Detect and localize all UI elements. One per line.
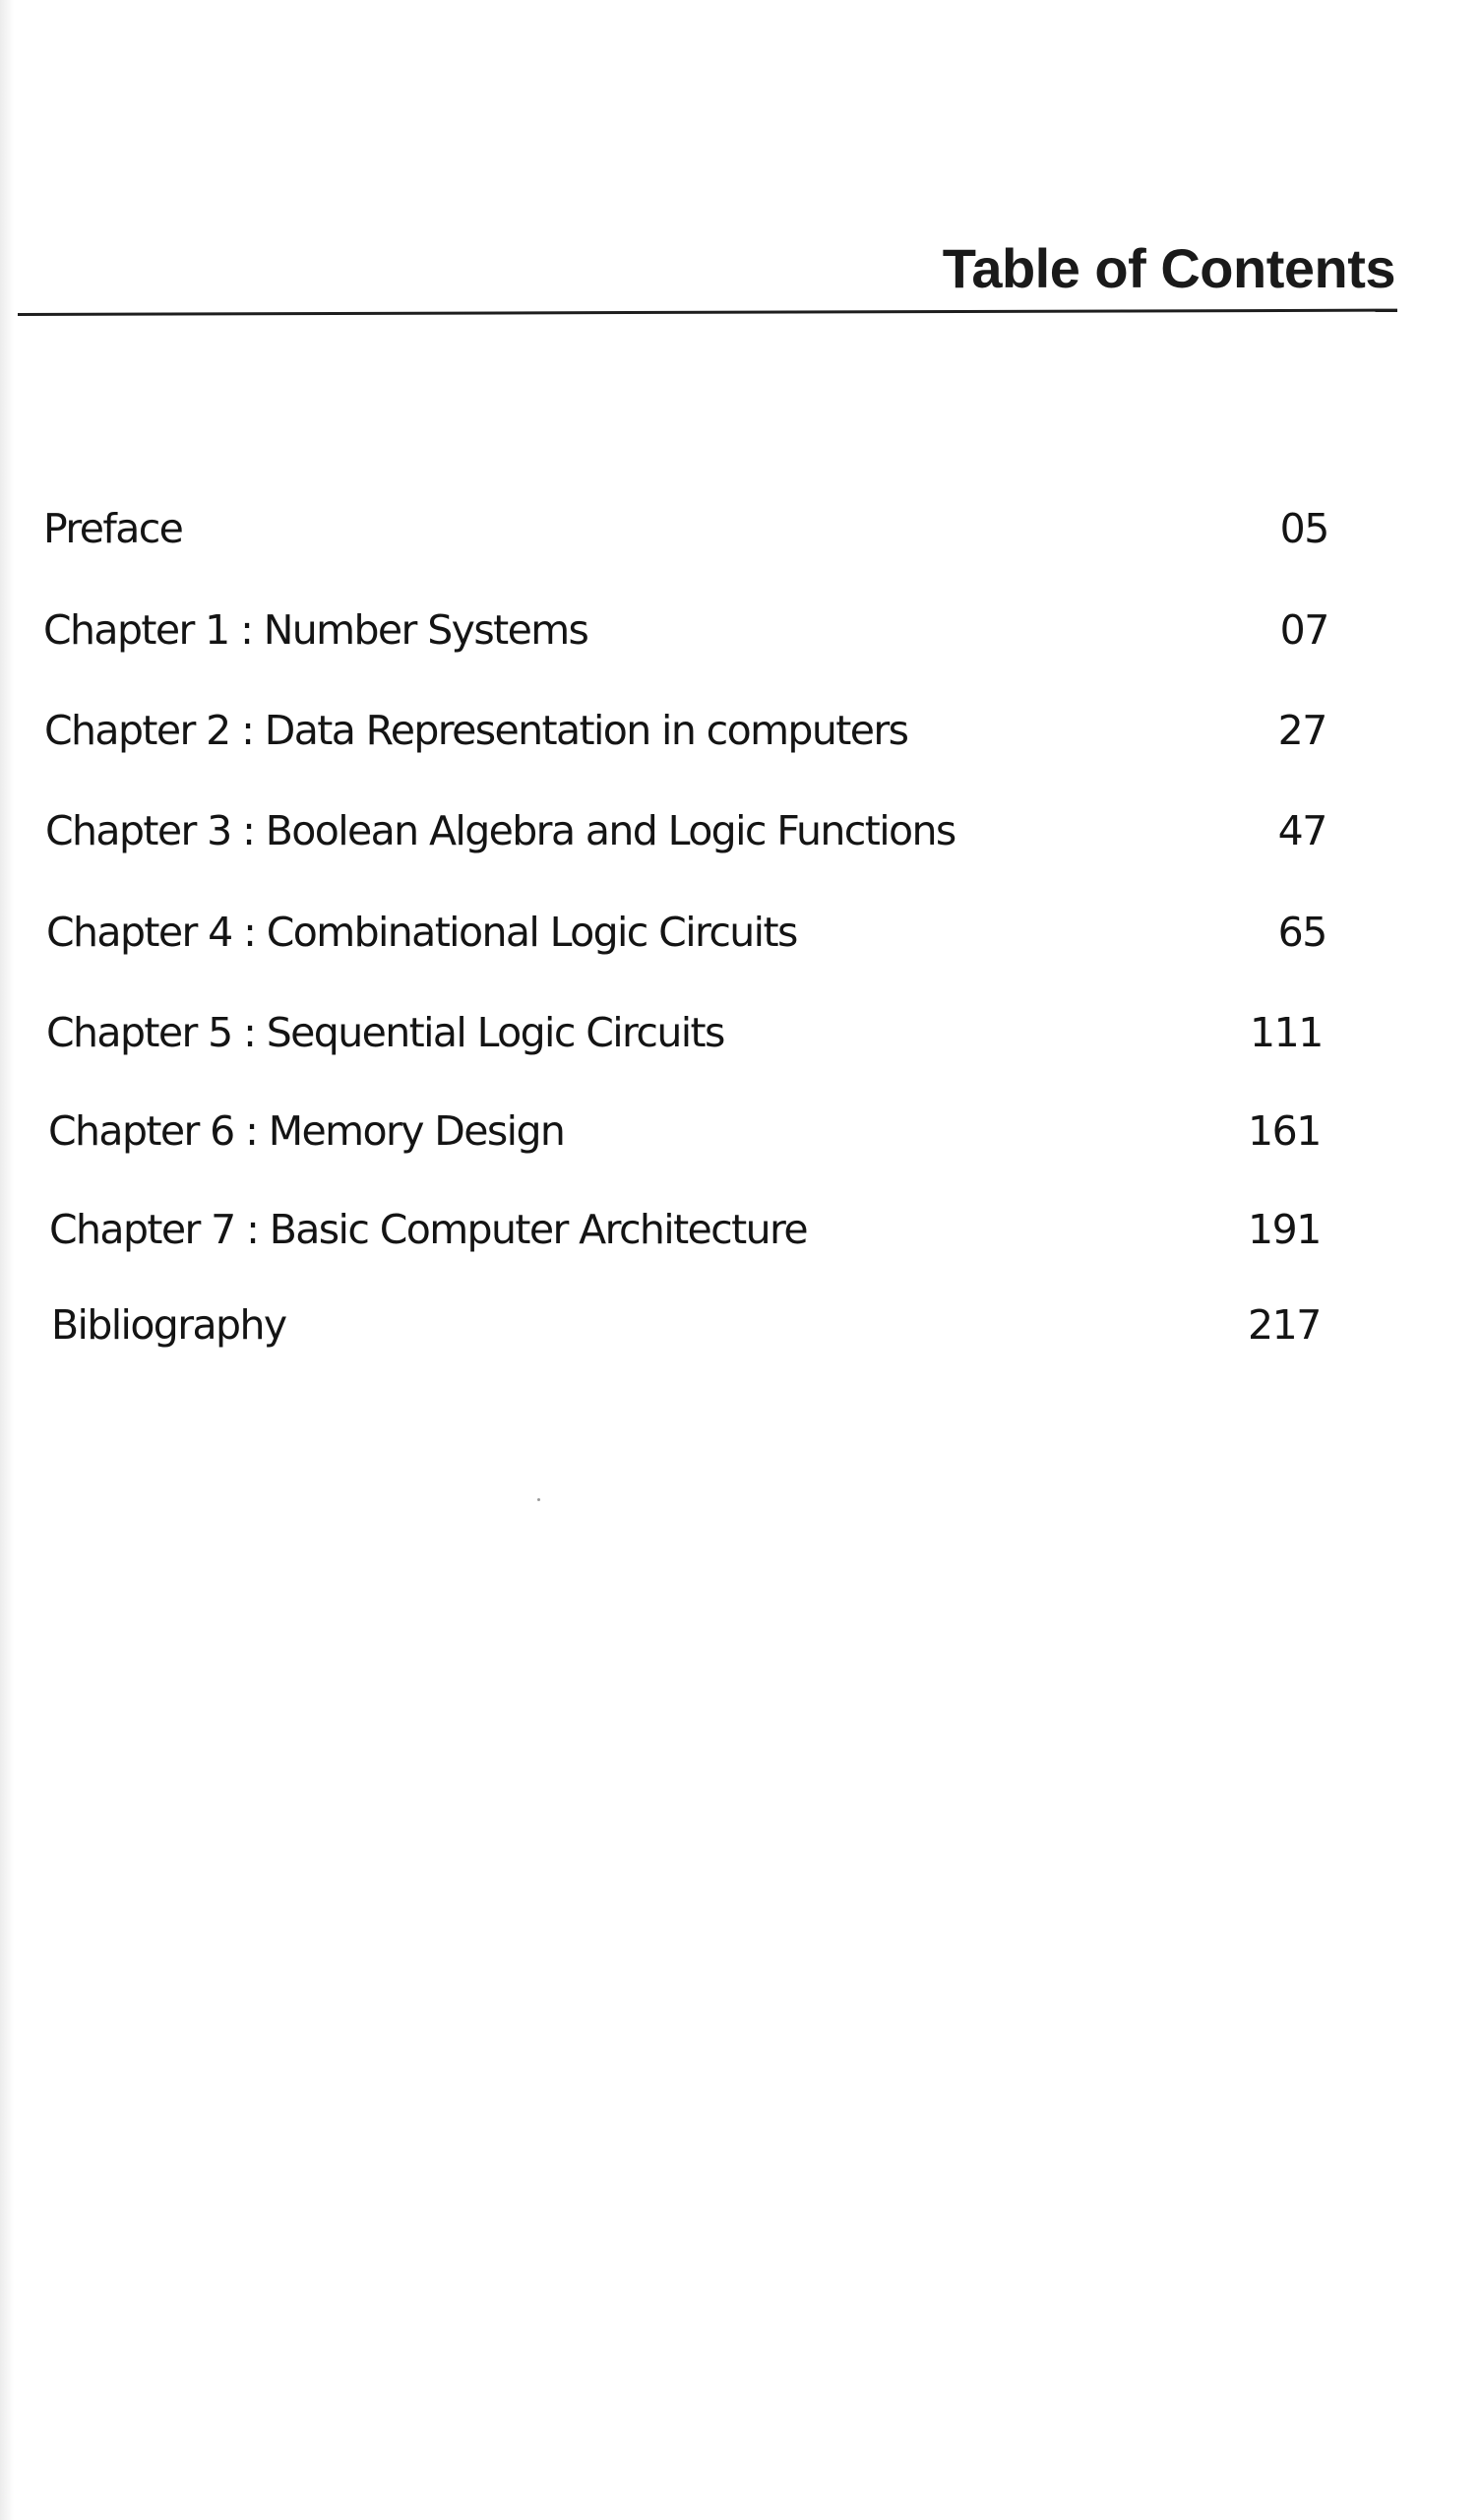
toc-entry-title: Chapter 3 : Boolean Algebra and Logic Functions — [45, 807, 956, 854]
paper-speck — [537, 1498, 540, 1501]
toc-entry-chapter-4 — [0, 909, 1480, 977]
toc-entry-title: Chapter 4 : Combinational Logic Circuits — [46, 909, 797, 956]
toc-entry-page: 05 — [1279, 505, 1328, 552]
toc-entry-page: 161 — [1247, 1107, 1321, 1155]
toc-entry-page: 07 — [1279, 606, 1328, 654]
toc-entry-title: Chapter 7 : Basic Computer Architecture — [49, 1206, 807, 1253]
toc-entry-page: 47 — [1277, 807, 1326, 854]
toc-entry-title: Chapter 2 : Data Representation in computers — [44, 707, 908, 754]
toc-entry-page: 111 — [1249, 1009, 1323, 1056]
toc-entry-chapter-2 — [0, 707, 1480, 776]
toc-entry-page: 191 — [1247, 1206, 1321, 1253]
toc-entry-title: Preface — [43, 505, 183, 552]
toc-entry-preface — [0, 505, 1480, 574]
toc-entry-bibliography — [0, 1301, 1480, 1370]
toc-entry-title: Chapter 5 : Sequential Logic Circuits — [46, 1009, 724, 1056]
toc-entry-chapter-7 — [0, 1206, 1480, 1275]
toc-entry-page: 65 — [1277, 909, 1326, 956]
toc-entry-page: 217 — [1247, 1301, 1321, 1349]
toc-entry-chapter-3 — [0, 807, 1480, 876]
toc-entry-title: Bibliography — [51, 1301, 286, 1349]
toc-entry-title: Chapter 1 : Number Systems — [43, 606, 588, 654]
toc-entry-page: 27 — [1277, 707, 1326, 754]
toc-entry-chapter-5 — [0, 1009, 1480, 1078]
toc-entry-chapter-1 — [0, 606, 1480, 675]
page-title: Table of Contents — [942, 237, 1395, 299]
toc-entry-chapter-6 — [0, 1107, 1480, 1176]
toc-entry-title: Chapter 6 : Memory Design — [48, 1107, 565, 1155]
